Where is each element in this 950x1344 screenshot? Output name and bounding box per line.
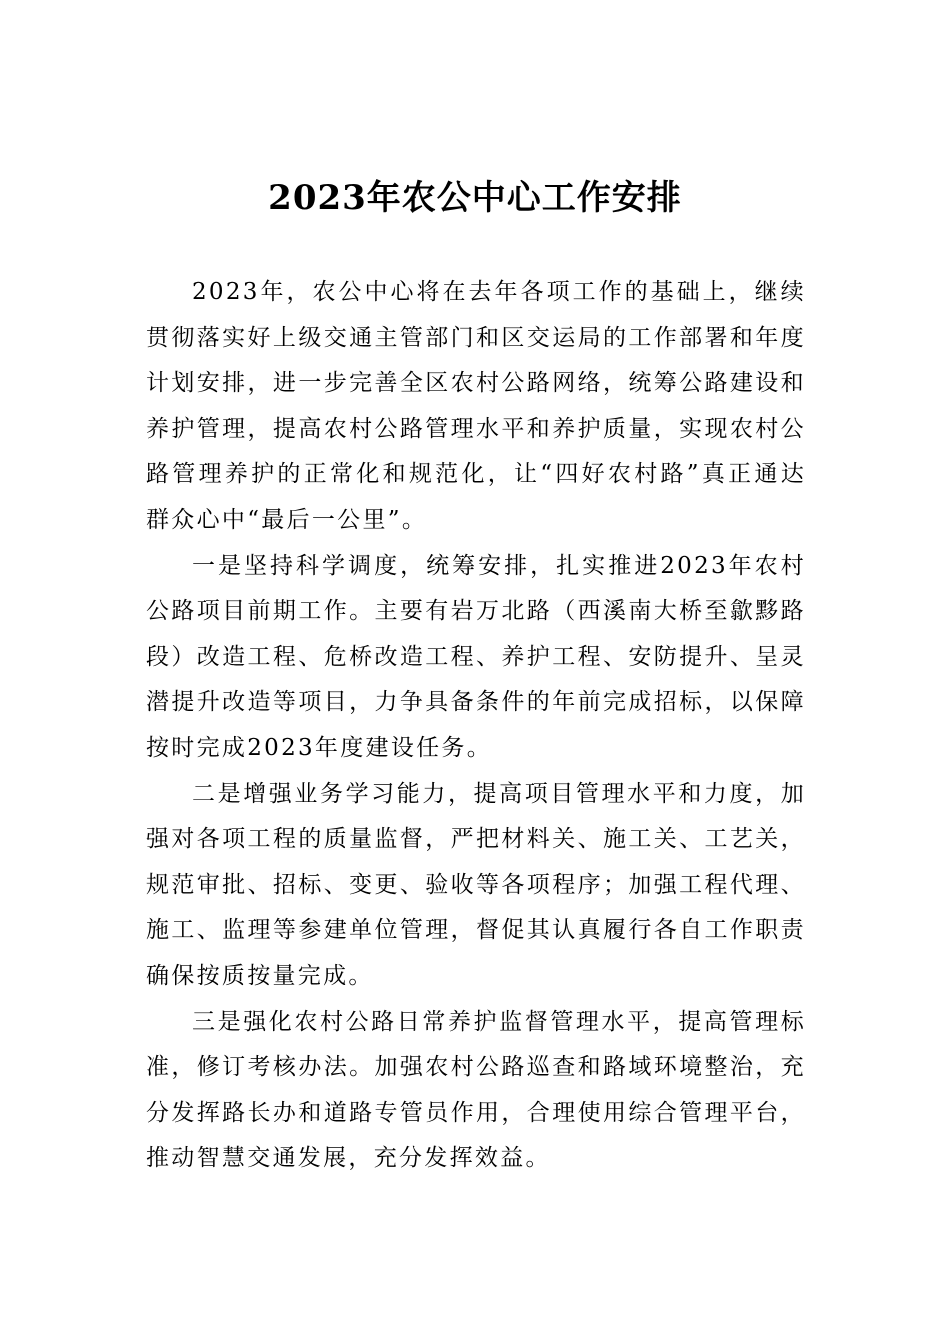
paragraph-item-1: 一是坚持科学调度，统筹安排，扎实推进2023年农村公路项目前期工作。主要有岩万北路（西溪南大桥至歙黟路段）改造工程、危桥改造工程、养护工程、安防提升、呈灵潜提升改造等项目，力争具备条件的年前完成招标，以保障按时完成2023年度建设任务。 — [146, 552, 806, 761]
paragraph-item-3: 三是强化农村公路日常养护监督管理水平，提高管理标准，修订考核办法。加强农村公路巡查和路域环境整治，充分发挥路长办和道路专管员作用，合理使用综合管理平台，推动智慧交通发展，充分发挥效益。 — [146, 1008, 806, 1172]
document-body — [146, 270, 806, 1182]
paragraph-item-2: 二是增强业务学习能力，提高项目管理水平和力度，加强对各项工程的质量监督，严把材料关、施工关、工艺关，规范审批、招标、变更、验收等各项程序；加强工程代理、施工、监理等参建单位管理，督促其认真履行各自工作职责确保按质按量完成。 — [146, 780, 806, 989]
document-title: 2023年农公中心工作安排 — [268, 178, 682, 218]
paragraph-intro: 2023年，农公中心将在去年各项工作的基础上，继续贯彻落实好上级交通主管部门和区交运局的工作部署和年度计划安排，进一步完善全区农村公路网络，统筹公路建设和养护管理，提高农村公路管理水平和养护质量，实现农村公路管理养护的正常化和规范化，让“四好农村路”真正通达群众心中“最后一公里”。 — [146, 279, 806, 533]
